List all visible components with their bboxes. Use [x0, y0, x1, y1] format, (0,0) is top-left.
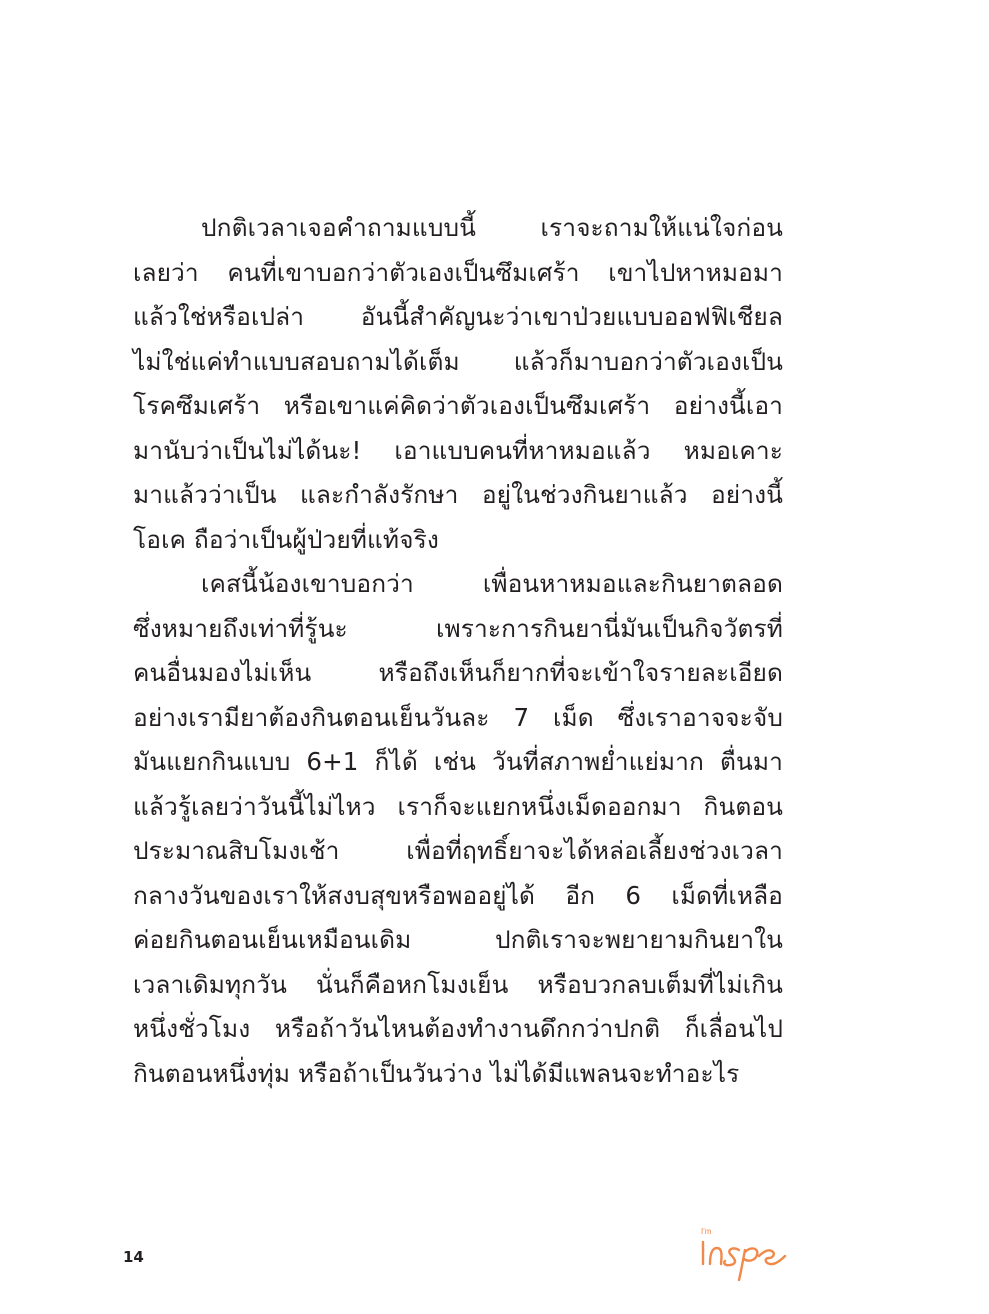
text-line: กินตอนหนึ่งทุ่ม หรือถ้าเป็นวันว่าง ไม่ได้มีแพลนจะทำอะไร [133, 1058, 740, 1088]
text-line: ประมาณสิบโมงเช้า เพื่อที่ฤทธิ์ยาจะได้หล่อเลี้ยงช่วงเวลา [133, 836, 783, 865]
text-line: ซึ่งหมายถึงเท่าที่รู้นะ เพราะการกินยานี่มันเป็นกิจวัตรที่ [133, 613, 783, 643]
text-line: ปกติเวลาเจอคำถามแบบนี้ เราจะถามให้แน่ใจก่อน [201, 213, 783, 242]
text-line: มาแล้วว่าเป็น และกำลังรักษา อยู่ในช่วงกินยาแล้ว อย่างนี้ [133, 480, 783, 509]
text-line: แล้วรู้เลยว่าวันนี้ไม่ไหว เราก็จะแยกหนึ่งเม็ดออกมา กินตอน [133, 791, 783, 821]
paragraph-2 [133, 562, 783, 1096]
logo-small-text: I'm [701, 1227, 712, 1236]
text-line: อย่างเรามียาต้องกินตอนเย็นวันละ 7 เม็ด ซึ่งเราอาจจะจับ [133, 702, 783, 732]
text-line: โรคซึมเศร้า หรือเขาแค่คิดว่าตัวเองเป็นซึมเศร้า อย่างนี้เอา [133, 391, 783, 420]
text-line: มานับว่าเป็นไม่ได้นะ! เอาแบบคนที่หาหมอแล้ว หมอเคาะ [133, 435, 783, 465]
text-line: แล้วใช่หรือเปล่า อันนี้สำคัญนะว่าเขาป่วยแบบออฟฟิเชียล [133, 302, 783, 331]
text-line: หนึ่งชั่วโมง หรือถ้าวันไหนต้องทำงานดึกกว่าปกติ ก็เลื่อนไป [133, 1014, 783, 1043]
text-line: โอเค ถือว่าเป็นผู้ป่วยที่แท้จริง [133, 524, 439, 554]
logo-script-mark [703, 1242, 785, 1280]
page-number: 14 [123, 1248, 144, 1266]
text-line: เวลาเดิมทุกวัน นั่นก็คือหกโมงเย็น หรือบวกลบเต็มที่ไม่เกิน [133, 969, 783, 999]
text-line: เลยว่า คนที่เขาบอกว่าตัวเองเป็นซึมเศร้า เขาไปหาหมอมา [133, 257, 783, 287]
text-line: มันแยกกินแบบ 6+1 ก็ได้ เช่น วันที่สภาพย่ำแย่มาก ตื่นมา [133, 747, 783, 776]
paragraph-1 [133, 206, 783, 562]
text-line: ค่อยกินตอนเย็นเหมือนเดิม ปกติเราจะพยายามกินยาใน [133, 925, 783, 954]
text-line: คนอื่นมองไม่เห็น หรือถึงเห็นก็ยากที่จะเข้าใจรายละเอียด [133, 658, 783, 687]
text-line: ไม่ใช่แค่ทำแบบสอบถามได้เต็ม แล้วก็มาบอกว่าตัวเองเป็น [133, 346, 783, 376]
publisher-logo [695, 1220, 790, 1284]
text-line: เคสนี้น้องเขาบอกว่า เพื่อนหาหมอและกินยาตลอด [201, 569, 783, 598]
text-line: กลางวันของเราให้สงบสุขหรือพออยู่ได้ อีก 6 เม็ดที่เหลือ [133, 880, 783, 910]
